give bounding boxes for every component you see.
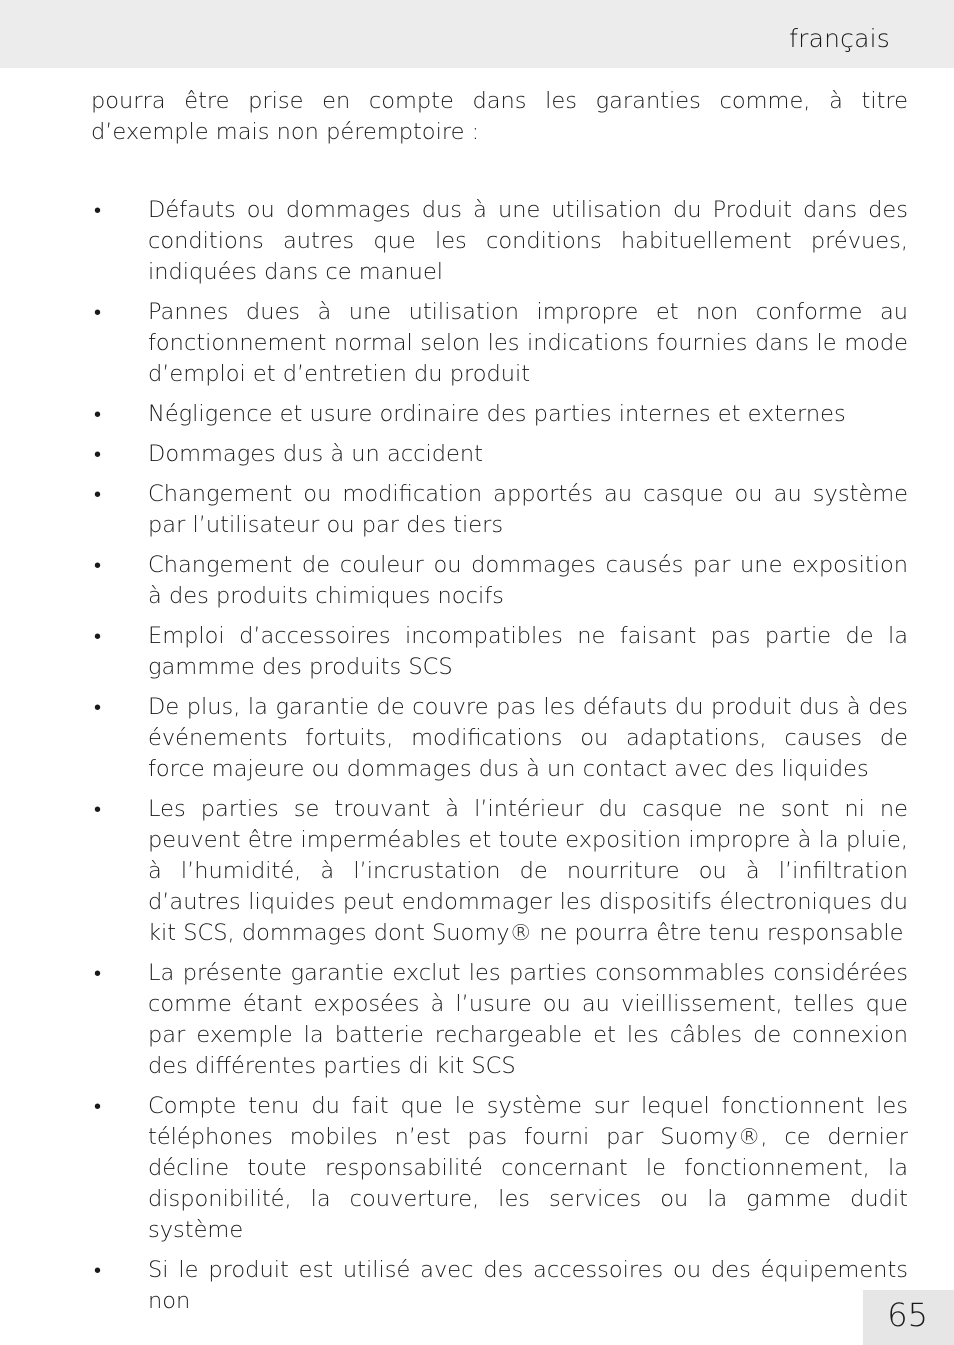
page-number: 65 xyxy=(887,1296,928,1334)
list-item-text: Changement ou modification apportés au casque ou au système par l’utilisateur ou par des tiers xyxy=(148,481,908,538)
bullet-icon: • xyxy=(94,1258,102,1282)
bullet-icon: • xyxy=(94,482,102,506)
list-item-text: Pannes dues à une utilisation impropre et non conforme au fonctionnement normal selon les indications fournies dans le mode d’emploi et d’entretien du produit xyxy=(148,299,908,387)
list-item xyxy=(91,550,908,612)
page-content xyxy=(91,86,908,1326)
list-item xyxy=(91,958,908,1082)
list-item xyxy=(91,1255,908,1317)
list-item-text: Si le produit est utilisé avec des accessoires ou des équipements non xyxy=(148,1257,908,1314)
bullet-icon: • xyxy=(94,797,102,821)
list-item xyxy=(91,297,908,390)
bullet-icon: • xyxy=(94,695,102,719)
bullet-icon: • xyxy=(94,961,102,985)
list-item-text: Compte tenu du fait que le système sur lequel fonctionnent les téléphones mobiles n’est pas fourni par Suomy®, ce dernier décline toute responsabilité concernant le fonctionnement, la disponibilité, la couverture, les services ou la gamme dudit système xyxy=(148,1093,908,1243)
bullet-list xyxy=(91,195,908,1317)
language-label: français xyxy=(789,24,890,53)
bullet-icon: • xyxy=(94,300,102,324)
list-item-text: De plus, la garantie de couvre pas les défauts du produit dus à des événements fortuits, modifications ou adaptations, causes de force majeure ou dommages dus à un contact avec des liquides xyxy=(148,694,908,782)
list-item xyxy=(91,794,908,949)
list-item xyxy=(91,439,908,470)
list-item xyxy=(91,692,908,785)
list-item-text: Négligence et usure ordinaire des parties internes et externes xyxy=(148,401,846,427)
list-item-text: Les parties se trouvant à l’intérieur du casque ne sont ni ne peuvent être imperméables et toute exposition impropre à la pluie, à l’humidité, à l’incrustation de nourriture ou à l’infiltration d’autres liquides peut endommager les dispositifs électroniques du kit SCS, dommages dont Suomy® ne pourra être tenu responsable xyxy=(148,796,908,946)
page-number-box xyxy=(863,1290,954,1345)
header-band xyxy=(0,0,954,68)
list-item xyxy=(91,195,908,288)
bullet-icon: • xyxy=(94,624,102,648)
list-item-text: Défauts ou dommages dus à une utilisation du Produit dans des conditions autres que les conditions habituellement prévues, indiquées dans ce manuel xyxy=(148,197,908,285)
list-item xyxy=(91,1091,908,1246)
list-item xyxy=(91,621,908,683)
list-item xyxy=(91,399,908,430)
bullet-icon: • xyxy=(94,1094,102,1118)
list-item xyxy=(91,479,908,541)
bullet-icon: • xyxy=(94,442,102,466)
bullet-icon: • xyxy=(94,198,102,222)
list-item-text: Dommages dus à un accident xyxy=(148,441,483,467)
list-item-text: La présente garantie exclut les parties consommables considérées comme étant exposées à l’usure ou au vieillissement, telles que par exemple la batterie rechargeable et les câbles de connexion des différentes parties di kit SCS xyxy=(148,960,908,1079)
intro-paragraph: pourra être prise en compte dans les garanties comme, à titre d’exemple mais non péremptoire : xyxy=(91,88,908,145)
list-item-text: Changement de couleur ou dommages causés par une exposition à des produits chimiques nocifs xyxy=(148,552,908,609)
list-item-text: Emploi d’accessoires incompatibles ne faisant pas partie de la gammme des produits SCS xyxy=(148,623,908,680)
bullet-icon: • xyxy=(94,402,102,426)
bullet-icon: • xyxy=(94,553,102,577)
